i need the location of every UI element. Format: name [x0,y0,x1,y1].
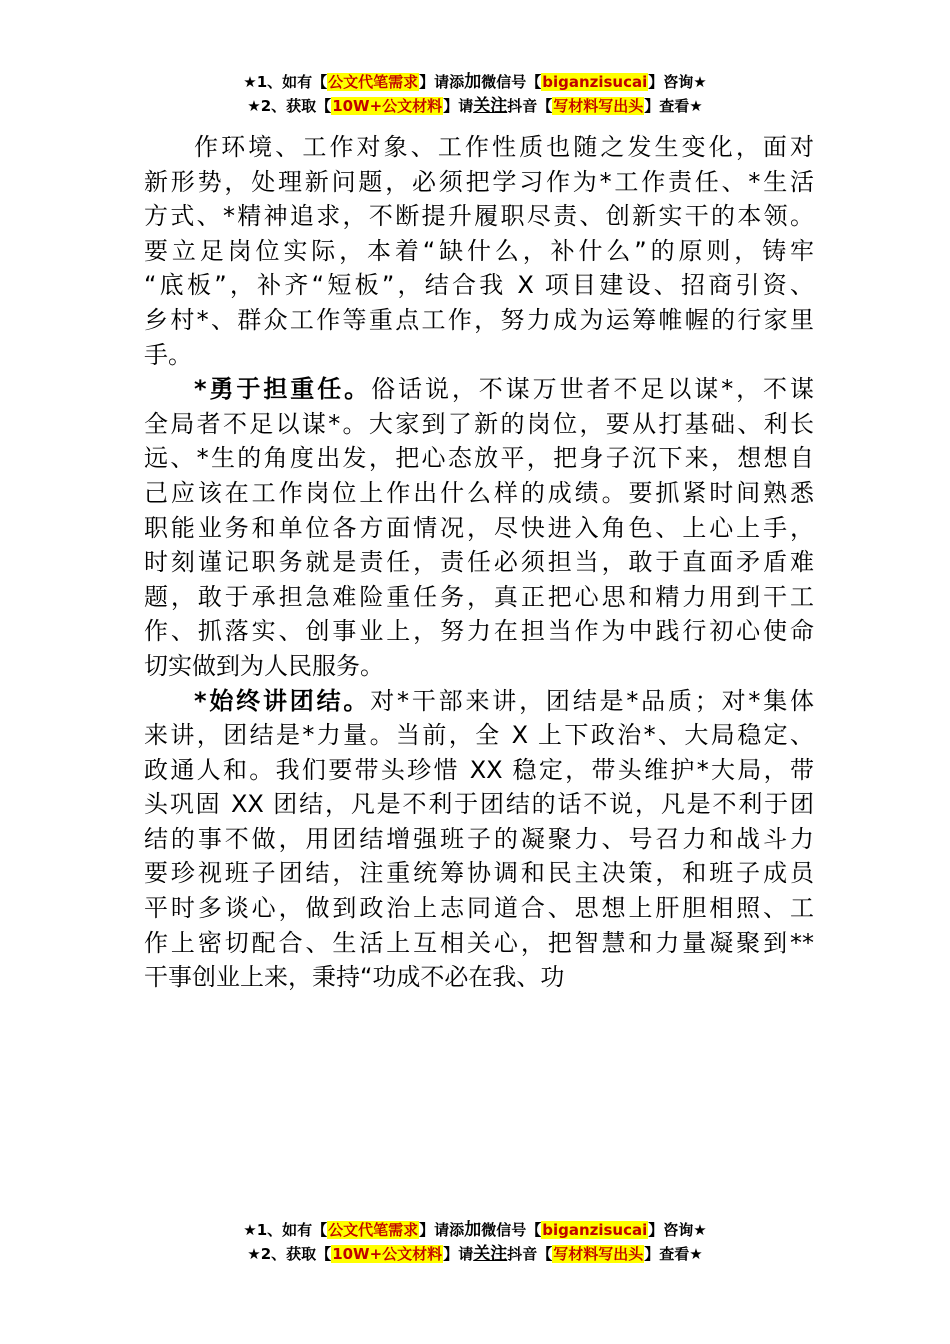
text-line: 乡村*、群众工作等重点工作，努力成为运筹帷幄的行家里 [144,305,814,334]
banner-highlight: 10W+公文材料 [332,97,443,115]
banner-text: 微信号【 [481,1221,542,1239]
footer-banner-line-2 [0,1242,950,1266]
banner-text: 】请添 [419,73,465,91]
header-banner-line-1 [0,70,950,94]
text-line: 远、*生的角度出发，把心态放平，把身子沉下来，想想自 [144,444,814,473]
banner-prefix: ★2、获取【 [247,97,332,115]
banner-highlight: 公文代笔需求 [328,73,419,91]
text-line: 干事创业上来，秉持“功成不必在我、功 [144,963,565,992]
paragraph-study [144,130,814,372]
footer-banner [0,1218,950,1266]
paragraph-unity [144,684,814,995]
banner-text: 】请添 [419,1221,465,1239]
text-line: 来讲，团结是*力量。当前，全 X 上下政治*、大局稳定、 [144,721,814,750]
paragraph-responsibility [144,372,814,683]
text-line: 作、抓落实、创事业上，努力在担当作为中践行初心使命 [144,617,814,646]
text-line: 方式、*精神追求，不断提升履职尽责、创新实干的本领。 [144,202,814,231]
banner-douyin-id: 写材料写出头 [553,97,644,115]
text-run: 对*干部来讲，团结是*品质；对*集体 [370,686,815,715]
text-line [144,372,814,407]
banner-suffix: 】咨询★ [648,1221,707,1239]
header-banner-line-2 [0,94,950,118]
text-line: 己应该在工作岗位上作出什么样的成绩。要抓紧时间熟悉 [144,478,814,507]
banner-text: 微信号【 [481,73,542,91]
banner-wechat-id: biganzisucai [542,1221,648,1239]
banner-highlight: 公文代笔需求 [328,1221,419,1239]
text-line: 政通人和。我们要带头珍惜 XX 稳定，带头维护*大局，带 [144,755,814,784]
banner-prefix: ★2、获取【 [247,1245,332,1263]
banner-suffix: 】查看★ [644,97,703,115]
banner-keyword: 关注 [473,1244,508,1264]
banner-text: 抖音【 [507,97,553,115]
text-line: 头巩固 XX 团结，凡是不利于团结的话不说，凡是不利于团 [144,790,814,819]
banner-text: 抖音【 [507,1245,553,1263]
banner-wechat-id: biganzisucai [542,73,648,91]
banner-highlight: 10W+公文材料 [332,1245,443,1263]
text-line: 职能业务和单位各方面情况，尽快进入角色、上心上手， [144,513,814,542]
text-line: 要珍视班子团结，注重统筹协调和民主决策，和班子成员 [144,859,814,888]
text-line: 切实做到为人民服务。 [144,651,384,680]
text-line: 新形势，处理新问题，必须把学习作为*工作责任、*生活 [144,167,814,196]
text-line: 结的事不做，用团结增强班子的凝聚力、号召力和战斗力 [144,824,814,853]
document-body [144,130,814,995]
banner-douyin-id: 写材料写出头 [553,1245,644,1263]
banner-keyword: 加 [464,1220,482,1240]
banner-keyword: 关注 [473,96,508,116]
text-line: “底板”，补齐“短板”，结合我 X 项目建设、招商引资、 [144,271,814,300]
text-line: 全局者不足以谋*。大家到了新的岗位，要从打基础、利长 [144,409,814,438]
text-line: 要立足岗位实际，本着“缺什么，补什么”的原则，铸牢 [144,236,814,265]
banner-prefix: ★1、如有【 [243,1221,328,1239]
banner-text: 】请 [443,1245,474,1263]
text-line: 手。 [144,340,192,369]
text-run: 俗话说，不谋万世者不足以谋*，不谋 [371,375,814,404]
banner-text: 】请 [443,97,474,115]
text-line: 平时多谈心，做到政治上志同道合、思想上肝胆相照、工 [144,894,814,923]
banner-keyword: 加 [464,72,482,92]
banner-prefix: ★1、如有【 [243,73,328,91]
text-line: 时刻谨记职务就是责任，责任必须担当，敢于直面矛盾难 [144,548,814,577]
text-line: 作环境、工作对象、工作性质也随之发生变化，面对 [194,133,814,161]
banner-suffix: 】咨询★ [648,73,707,91]
section-heading: *勇于担重任。 [194,375,372,404]
banner-suffix: 】查看★ [644,1245,703,1263]
section-heading: *始终讲团结。 [194,686,371,715]
header-banner [0,70,950,118]
footer-banner-line-1 [0,1218,950,1242]
text-line: 作上密切配合、生活上互相关心，把智慧和力量凝聚到** [144,928,814,957]
text-line: 题，敢于承担急难险重任务，真正把心思和精力用到干工 [144,582,814,611]
text-line [144,684,814,719]
